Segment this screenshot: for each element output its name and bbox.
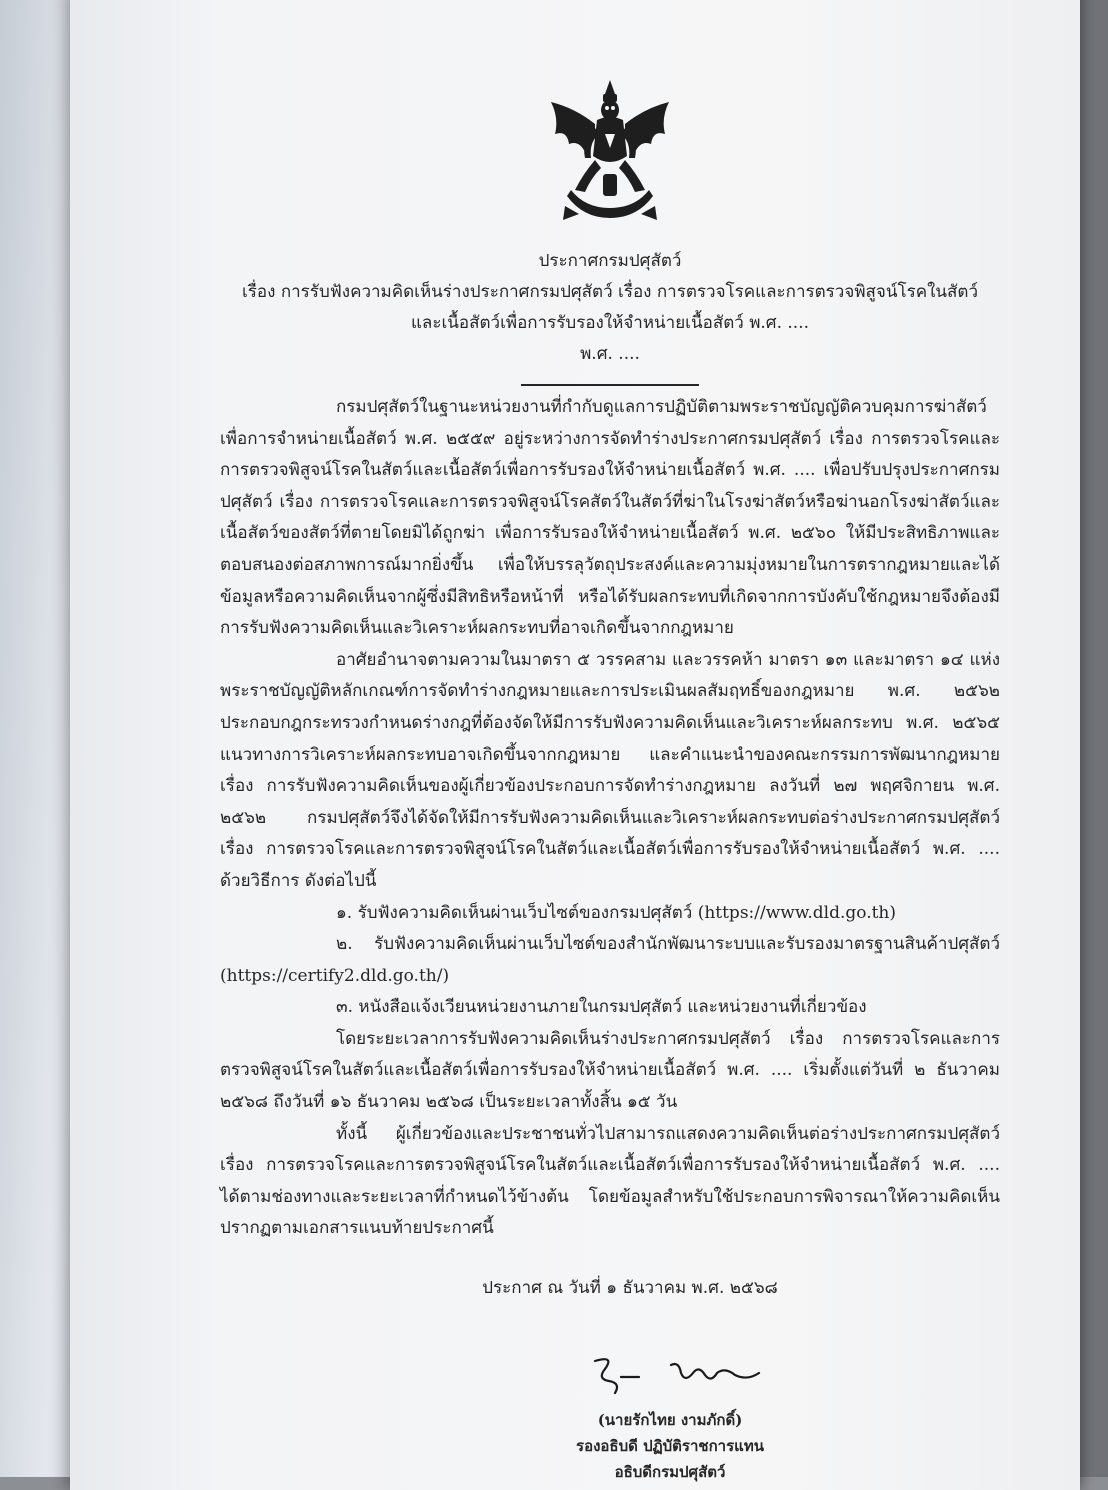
signer-organization: อธิบดีกรมปศุสัตว์ (614, 1462, 726, 1481)
list-item-circular-letter: ๓. หนังสือแจ้งเวียนหน่วยงานภายในกรมปศุสัตว์ และหน่วยงานที่เกี่ยวข้อง (336, 997, 867, 1018)
paragraph-purpose: กรมปศุสัตว์ในฐานะหน่วยงานที่กำกับดูแลการปฏิบัติตามพระราชบัญญัติควบคุมการฆ่าสัตว์เพื่อการจำหน่ายเนื้อสัตว์ พ.ศ. ๒๕๕๙ อยู่ระหว่างการจัดทำร่างประกาศกรมปศุสัตว์ เรื่อง การตรวจโรคและการตรวจพิสูจน์โรคในสัตว์และเนื้อสัตว์เพื่อการรับรองให้จำหน่ายเนื้อสัตว์ พ.ศ. .... เพื่อปรับปรุงประกาศกรมปศุสัตว์ เรื่อง การตรวจโรคและการตรวจพิสูจน์โรคสัตว์ในสัตว์ที่ฆ่าในโรงฆ่าสัตว์หรือฆ่านอกโรงฆ่าสัตว์และเนื้อสัตว์ของสัตว์ที่ตายโดยมิได้ถูกฆ่า เพื่อการรับรองให้จำหน่ายเนื้อสัตว์ พ.ศ. ๒๕๖๐ ให้มีประสิทธิภาพและตอบสนองต่อสภาพการณ์มากยิ่งขึ้น เพื่อให้บรรลุวัตถุประสงค์และความมุ่งหมายในการตรากฎหมายและได้ข้อมูลหรือความคิดเห็นจากผู้ซึ่งมีสิทธิหรือหน้าที่ หรือได้รับผลกระทบที่เกิดจากการบังคับใช้กฎหมายจึงต้องมีการรับฟังความคิดเห็นและวิเคราะห์ผลกระทบที่อาจเกิดขึ้นจากกฎหมาย (220, 397, 1000, 639)
org-title: ประกาศกรมปศุสัตว์ (538, 251, 682, 271)
paragraph-authority: อาศัยอำนาจตามความในมาตรา ๕ วรรคสาม และวรรคห้า มาตรา ๑๓ และมาตรา ๑๔ แห่งพระราชบัญญัติหลักเกณฑ์การจัดทำร่างกฎหมายและการประเมินผลสัมฤทธิ์ของกฎหมาย พ.ศ. ๒๕๖๒ ประกอบกฎกระทรวงกำหนดร่างกฎที่ต้องจัดให้มีการรับฟังความคิดเห็นและวิเคราะห์ผลกระทบ พ.ศ. ๒๕๖๕ แนวทางการวิเคราะห์ผลกระทบอาจเกิดขึ้นจากกฎหมาย และคำแนะนำของคณะกรรมการพัฒนากฎหมาย เรื่อง การรับฟังความคิดเห็นของผู้เกี่ยวข้องประกอบการจัดทำร่างกฎหมาย ลงวันที่ ๒๗ พฤศจิกายน พ.ศ. ๒๕๖๒ กรมปศุสัตว์จึงได้จัดให้มีการรับฟังความคิดเห็นและวิเคราะห์ผลกระทบต่อร่างประกาศกรมปศุสัตว์ เรื่อง การตรวจโรคและการตรวจพิสูจน์โรคในสัตว์และเนื้อสัตว์เพื่อการรับรองให้จำหน่ายเนื้อสัตว์ พ.ศ. .... ด้วยวิธีการ ดังต่อไปนี้ (220, 649, 1000, 891)
paragraph-channels: ทั้งนี้ ผู้เกี่ยวข้องและประชาชนทั่วไปสามารถแสดงความคิดเห็นต่อร่างประกาศกรมปศุสัตว์ เรื่อง การตรวจโรคและการตรวจพิสูจน์โรคในสัตว์และเนื้อสัตว์เพื่อการรับรองให้จำหน่ายเนื้อสัตว์ พ.ศ. .... ได้ตามช่องทางและระยะเวลาที่กำหนดไว้ข้างต้น โดยข้อมูลสำหรับใช้ประกอบการพิจารณาให้ความคิดเห็นปรากฏตามเอกสารแนบท้ายประกาศนี้ (220, 1123, 1000, 1239)
list-item-website-certify: ๒. รับฟังความคิดเห็นผ่านเว็บไซต์ของสำนักพัฒนาระบบและรับรองมาตรฐานสินค้าปศุสัตว์ (https://certify2.dld.go.th/) (220, 934, 1000, 986)
document-page (70, 0, 1080, 1490)
document-body (220, 78, 1000, 1485)
handwritten-signature (575, 1351, 765, 1401)
announcement-date: ประกาศ ณ วันที่ ๑ ธันวาคม พ.ศ. ๒๕๖๘ (482, 1278, 778, 1299)
garuda-emblem-icon (545, 78, 675, 228)
list-item-website-dld: ๑. รับฟังความคิดเห็นผ่านเว็บไซต์ของกรมปศุสัตว์ (https://www.dld.go.th) (336, 902, 897, 923)
year-line: พ.ศ. .... (580, 344, 640, 364)
signature-block (220, 1351, 1000, 1485)
subject-line-2: และเนื้อสัตว์เพื่อการรับรองให้จำหน่ายเนื้อสัตว์ พ.ศ. .... (410, 313, 810, 333)
signer-name: (นายรักไทย งามภักดิ์) (597, 1410, 743, 1429)
header-divider (521, 384, 699, 386)
paragraph-period: โดยระยะเวลาการรับฟังความคิดเห็นร่างประกาศกรมปศุสัตว์ เรื่อง การตรวจโรคและการตรวจพิสูจน์โรคในสัตว์และเนื้อสัตว์เพื่อการรับรองให้จำหน่ายเนื้อสัตว์ พ.ศ. .... เริ่มตั้งแต่วันที่ ๒ ธันวาคม ๒๕๖๘ ถึงวันที่ ๑๖ ธันวาคม ๒๕๖๘ เป็นระยะเวลาทั้งสิ้น ๑๕ วัน (220, 1028, 1000, 1113)
subject-line-1: เรื่อง การรับฟังความคิดเห็นร่างประกาศกรมปศุสัตว์ เรื่อง การตรวจโรคและการตรวจพิสูจน์โรคในสัตว์ (241, 282, 978, 302)
signer-position: รองอธิบดี ปฏิบัติราชการแทน (576, 1436, 764, 1455)
document-header (220, 246, 1000, 370)
